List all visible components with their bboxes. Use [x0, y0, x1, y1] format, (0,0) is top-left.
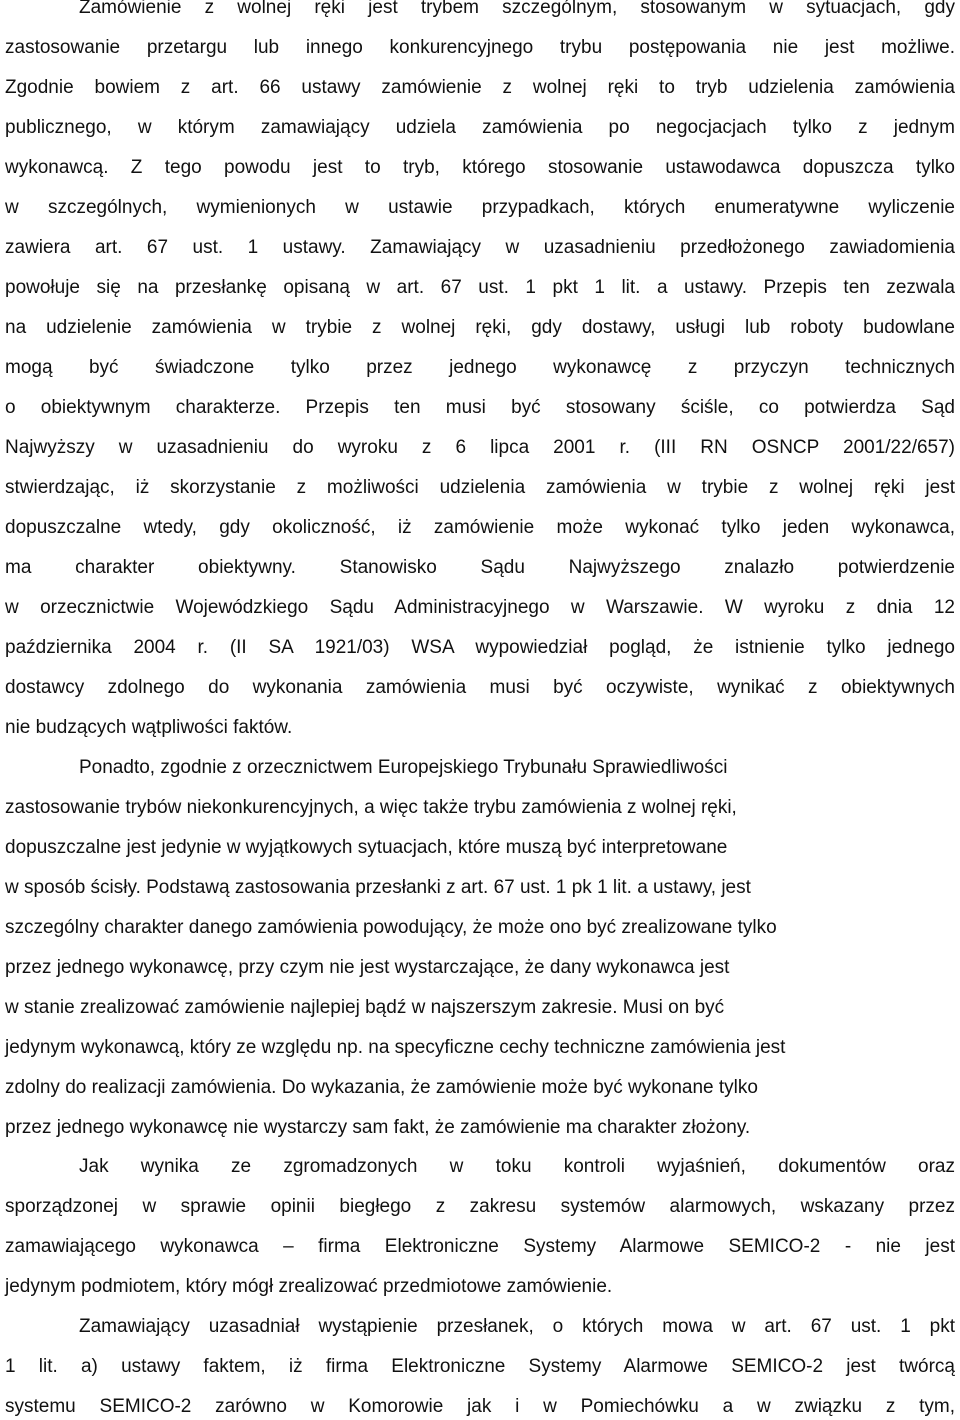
- text-line: Najwyższy w uzasadnieniu do wyroku z 6 lipca 2001 r. (III RN OSNCP 2001/22/657): [5, 437, 955, 458]
- text-line: na udzielenie zamówienia w trybie z wolnej ręki, gdy dostawy, usługi lub roboty budowlane: [5, 317, 955, 338]
- text-line: ma charakter obiektywny. Stanowisko Sądu Najwyższego znalazło potwierdzenie: [5, 557, 955, 578]
- text-line: zamawiającego wykonawca – firma Elektroniczne Systemy Alarmowe SEMICO-2 - nie jest: [5, 1236, 955, 1257]
- text-line: szczególny charakter danego zamówienia powodujący, że może ono być zrealizowane tylko: [5, 917, 777, 938]
- text-line: wykonawcą. Z tego powodu jest to tryb, którego stosowanie ustawodawca dopuszcza tylko: [5, 157, 955, 178]
- text-line: zdolny do realizacji zamówienia. Do wykazania, że zamówienie może być wykonane tylko: [5, 1077, 758, 1098]
- text-line: systemu SEMICO-2 zarówno w Komorowie jak i w Pomiechówku a w związku z tym,: [5, 1396, 955, 1417]
- text-line: sporządzonej w sprawie opinii biegłego z zakresu systemów alarmowych, wskazany przez: [5, 1196, 955, 1217]
- text-line: mogą być świadczone tylko przez jednego wykonawcę z przyczyn technicznych: [5, 357, 955, 378]
- text-line: dostawcy zdolnego do wykonania zamówienia musi być oczywiste, wynikać z obiektywnych: [5, 677, 955, 698]
- text-line: jedynym wykonawcą, który ze względu np. na specyficzne cechy techniczne zamówienia jest: [5, 1037, 786, 1058]
- text-line: Zamówienie z wolnej ręki jest trybem szczególnym, stosowanym w sytuacjach, gdy: [79, 0, 955, 18]
- text-line: Zgodnie bowiem z art. 66 ustawy zamówienie z wolnej ręki to tryb udzielenia zamówienia: [5, 77, 955, 98]
- text-line: 1 lit. a) ustawy faktem, iż firma Elektroniczne Systemy Alarmowe SEMICO-2 jest twórcą: [5, 1356, 955, 1377]
- text-line: Jak wynika ze zgromadzonych w toku kontroli wyjaśnień, dokumentów oraz: [79, 1156, 955, 1177]
- text-line: stwierdzając, iż skorzystanie z możliwości udzielenia zamówienia w trybie z wolnej ręki jest: [5, 477, 955, 498]
- text-line: Ponadto, zgodnie z orzecznictwem Europejskiego Trybunału Sprawiedliwości: [79, 757, 728, 778]
- text-line: przez jednego wykonawcę nie wystarczy sam fakt, że zamówienie ma charakter złożony.: [5, 1117, 751, 1138]
- text-line: października 2004 r. (II SA 1921/03) WSA wypowiedział pogląd, że istnienie tylko jednego: [5, 637, 955, 658]
- text-line: zawiera art. 67 ust. 1 ustawy. Zamawiający w uzasadnieniu przedłożonego zawiadomienia: [5, 237, 955, 258]
- text-line: w szczególnych, wymienionych w ustawie przypadkach, których enumeratywne wyliczenie: [5, 197, 955, 218]
- text-line: w orzecznictwie Wojewódzkiego Sądu Administracyjnego w Warszawie. W wyroku z dnia 12: [5, 597, 955, 618]
- text-line: dopuszczalne jest jedynie w wyjątkowych sytuacjach, które muszą być interpretowane: [5, 837, 728, 858]
- text-line: jedynym podmiotem, który mógł zrealizować przedmiotowe zamówienie.: [5, 1276, 613, 1297]
- text-line: w sposób ścisły. Podstawą zastosowania przesłanki z art. 67 ust. 1 pk 1 lit. a ustawy, jest: [5, 877, 751, 898]
- text-line: powołuje się na przesłankę opisaną w art. 67 ust. 1 pkt 1 lit. a ustawy. Przepis ten zezwala: [5, 277, 955, 298]
- text-line: zastosowanie trybów niekonkurencyjnych, a więc także trybu zamówienia z wolnej ręki,: [5, 797, 737, 818]
- text-line: zastosowanie przetargu lub innego konkurencyjnego trybu postępowania nie jest możliwe.: [5, 37, 955, 58]
- text-line: w stanie zrealizować zamówienie najlepiej bądź w najszerszym zakresie. Musi on być: [5, 997, 725, 1018]
- text-line: nie budzących wątpliwości faktów.: [5, 717, 293, 738]
- text-line: Zamawiający uzasadniał wystąpienie przesłanek, o których mowa w art. 67 ust. 1 pkt: [79, 1316, 955, 1337]
- text-line: przez jednego wykonawcę, przy czym nie jest wystarczające, że dany wykonawca jest: [5, 957, 730, 978]
- text-line: o obiektywnym charakterze. Przepis ten musi być stosowany ściśle, co potwierdza Sąd: [5, 397, 955, 418]
- text-line: dopuszczalne wtedy, gdy okoliczność, iż zamówienie może wykonać tylko jeden wykonawca,: [5, 517, 955, 538]
- text-line: publicznego, w którym zamawiający udziela zamówienia po negocjacjach tylko z jednym: [5, 117, 955, 138]
